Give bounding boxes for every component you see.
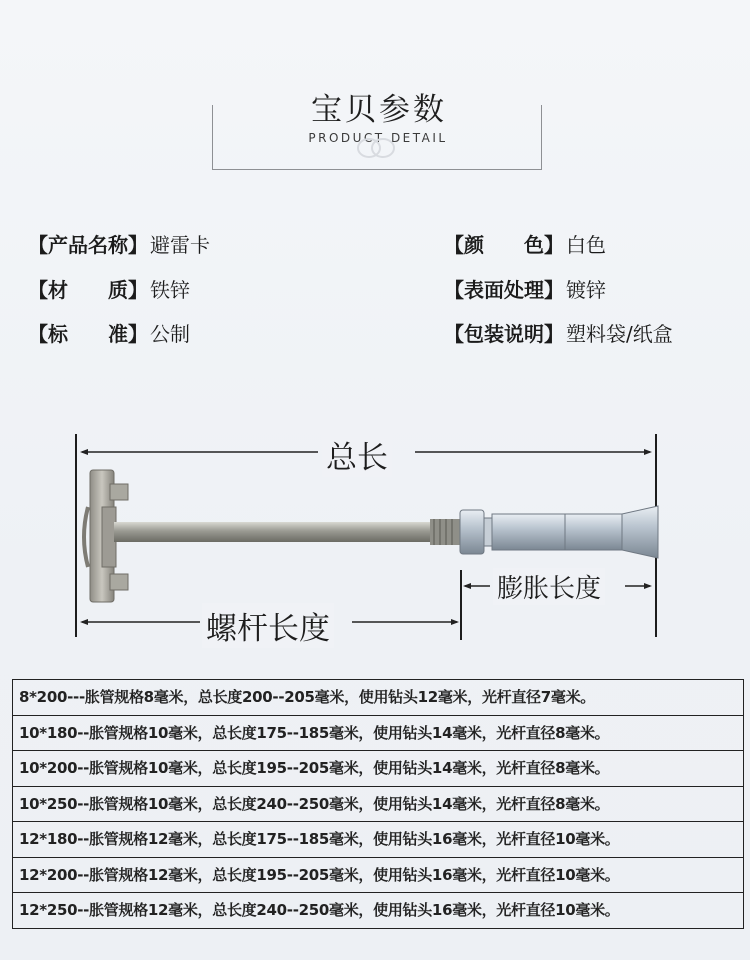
param-color (444, 229, 606, 258)
table-row: 10*200--胀管规格10毫米，总长度195--205毫米，使用钻头14毫米，光杆直径8毫米。 (13, 751, 743, 787)
spec-table (12, 679, 744, 929)
page-subtitle: PRODUCT DETAIL (308, 131, 448, 145)
table-row: 12*180--胀管规格12毫米，总长度175--185毫米，使用钻头16毫米，光杆直径10毫米。 (13, 822, 743, 858)
param-label: 【表面处理】 (444, 278, 564, 302)
page-title: 宝贝参数 (296, 84, 462, 129)
param-surface (444, 274, 606, 303)
param-value: 铁锌 (150, 278, 190, 302)
logo-watermark-icon (355, 134, 397, 162)
total-length-label: 总长 (322, 432, 392, 477)
table-row: 10*250--胀管规格10毫米，总长度240--250毫米，使用钻头14毫米，光杆直径8毫米。 (13, 787, 743, 823)
param-value: 白色 (566, 233, 606, 257)
param-value: 公制 (150, 322, 190, 346)
param-value: 镀锌 (566, 278, 606, 302)
lightning-clamp-bolt-illustration (80, 462, 670, 612)
param-label: 【包装说明】 (444, 322, 564, 346)
param-value: 避雷卡 (150, 233, 210, 257)
param-label: 【材 质】 (28, 278, 148, 302)
param-label: 【标 准】 (28, 322, 148, 346)
table-row: 8*200---胀管规格8毫米，总长度200--205毫米，使用钻头12毫米，光杆直径7毫米。 (13, 680, 743, 716)
param-packaging (444, 318, 673, 347)
rod-length-label: 螺杆长度 (202, 603, 334, 648)
param-label: 【颜 色】 (444, 233, 564, 257)
param-material (28, 274, 190, 303)
table-row: 12*250--胀管规格12毫米，总长度240--250毫米，使用钻头16毫米，光杆直径10毫米。 (19, 901, 620, 919)
table-row: 10*180--胀管规格10毫米，总长度175--185毫米，使用钻头14毫米，光杆直径8毫米。 (13, 716, 743, 752)
param-product-name (28, 229, 210, 258)
expansion-length-label: 膨胀长度 (493, 568, 605, 605)
param-standard (28, 318, 190, 347)
param-value: 塑料袋/纸盒 (566, 322, 673, 346)
param-label: 【产品名称】 (28, 233, 148, 257)
table-row: 12*200--胀管规格12毫米，总长度195--205毫米，使用钻头16毫米，光杆直径10毫米。 (13, 858, 743, 894)
